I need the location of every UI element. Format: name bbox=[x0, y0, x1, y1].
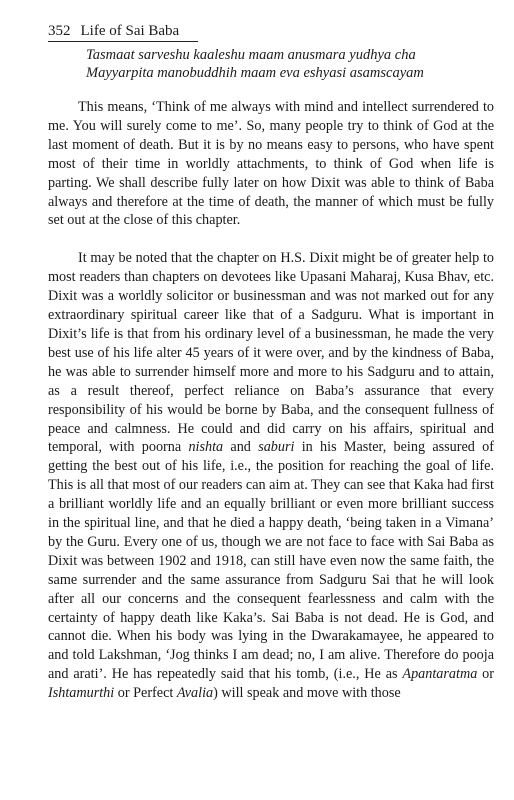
paragraph-2-text-c: in his Master, being assured of getting the best out of his life, i.e., the position for reaching the goal of life. This is all that most of our readers can aim at. They can see that Kaka had first a brilliant worldly life and an equally brilliant or even more brilliant success in the spiritual line, and that he died a happy death, ‘being taken in a Vimana’ by the Guru. Every one of us, though we are not face to face with Sai Baba as Dixit was between 1902 and 1918, can still have even now the same faith, the same surrender and the same assurance from Sadguru Sai that he will look after all our concerns and the consequent fearlessness and calm with the certainty of happy death like Kaka’s. Sai Baba is not dead. He is God, and cannot die. When his body was lying in the Dwarakamayee, he appeared to and told Lakshman, ‘Jog thinks I am dead; no, I am alive. Therefore do pooja and arati’. He has repeatedly said that his tomb, (i.e., He as bbox=[48, 439, 494, 683]
term-avalia: Avalia bbox=[176, 685, 214, 702]
running-header bbox=[48, 22, 198, 42]
term-ishtamurthi: Ishtamurthi bbox=[48, 685, 115, 702]
paragraph-1: This means, ‘Think of me always with mind and intellect surrendered to me. You will surely come to me’. So, many people try to think of God at the last moment of death. But it is by no means easy to persons, who have spent most of their time in worldly attachments, to think of God when life is parting. We shall describe fully later on how Dixit was able to think of Baba always and therefore at the time of death, the manner of which must be fully set out at the close of this chapter. bbox=[48, 99, 494, 229]
paragraph-2 bbox=[48, 249, 494, 703]
term-saburi: saburi bbox=[258, 439, 295, 456]
book-page bbox=[48, 22, 494, 703]
verse-line-1: Tasmaat sarveshu kaaleshu maam anusmara yudhya cha bbox=[86, 47, 416, 63]
sanskrit-verse bbox=[86, 46, 494, 82]
verse-line-2: Mayyarpita manobuddhih maam eva eshyasi asamscayam bbox=[86, 65, 424, 81]
paragraph-2-text-b: and bbox=[223, 439, 259, 456]
paragraph-2-text-e: or Perfect bbox=[114, 685, 177, 702]
paragraph-2-text-a: It may be noted that the chapter on H.S. Dixit might be of greater help to most readers than chapters on devotees like Upasani Maharaj, Kusa Bhav, etc. Dixit was a worldly solicitor or businessman and was not marked out for any extraordinary spiritual career like that of a Sadguru. What is important in Dixit’s life is that from his ordinary level of a businessman, he made the very best use of his life alter 45 years of it were over, and by the kindness of Baba, he was able to surrender himself more and more to his Sadguru and to attain, as a result thereof, perfect reliance on Baba’s assurance that every responsibility of his would be borne by Baba, and the consequent fullness of peace and calmness. He could and did carry on his affairs, spiritual and temporal, with poorna bbox=[48, 250, 494, 456]
paragraph-2-text-f: ) will speak and move with those bbox=[213, 685, 401, 702]
page-number: 352 bbox=[48, 23, 71, 39]
book-title: Life of Sai Baba bbox=[80, 23, 180, 39]
term-apantaratma: Apantaratma bbox=[402, 666, 478, 683]
term-nishta: nishta bbox=[188, 439, 224, 456]
paragraph-2-text-d: or bbox=[477, 666, 494, 683]
